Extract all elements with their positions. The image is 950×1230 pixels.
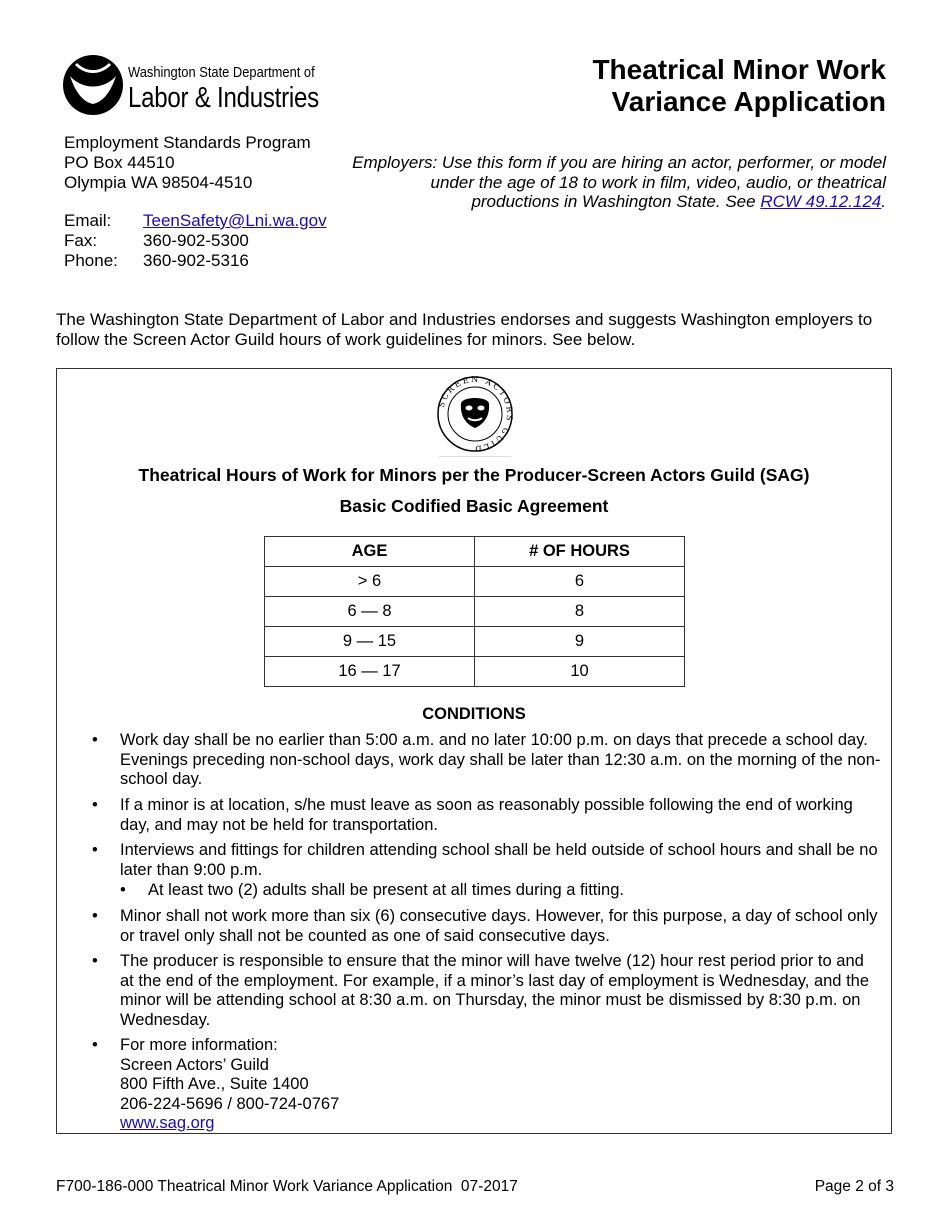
lni-logo — [62, 54, 342, 118]
title-line2: Variance Application — [611, 86, 886, 117]
email-row — [64, 211, 327, 231]
document-title — [592, 54, 886, 118]
sag-address: 800 Fifth Ave., Suite 1400 — [120, 1075, 309, 1093]
org-name-line2: Labor & Industries — [128, 82, 319, 114]
age-cell: > 6 — [265, 567, 475, 597]
phone-label: Phone: — [64, 251, 118, 270]
fax-row — [64, 231, 327, 251]
condition-text: Interviews and fittings for children attending school shall be held outside of school hours and shall be no later than 9:00 p.m. — [120, 841, 878, 879]
employer-note-end: . — [881, 192, 886, 211]
bullet-icon: • — [92, 841, 98, 859]
email-label: Email: — [64, 211, 112, 230]
hours-table — [264, 536, 685, 687]
age-cell: 6 — 8 — [265, 597, 475, 627]
bullet-icon: • — [120, 881, 126, 899]
sag-phones: 206-224-5696 / 800-724-0767 — [120, 1094, 340, 1113]
email-link[interactable]: TeenSafety@Lni.wa.gov — [143, 211, 327, 230]
sag-heading: Theatrical Hours of Work for Minors per the Producer-Screen Actors Guild (SAG) — [138, 465, 810, 485]
mailing-address — [64, 133, 311, 193]
bullet-icon: • — [92, 1036, 98, 1054]
condition-text: Work day shall be no earlier than 5:00 a.m. and no later 10:00 p.m. on days that precede a school day. Evenings preceding non-school days, work day shall be later than 12:30 a.m. on the morning of the non-school day. — [120, 731, 881, 788]
fax-number: 360-902-5300 — [143, 231, 249, 250]
age-cell: 9 — 15 — [265, 627, 475, 657]
sag-org-name: Screen Actors’ Guild — [120, 1055, 269, 1074]
condition-text: Minor shall not work more than six (6) consecutive days. However, for this purpose, a day of school only or travel only shall not be counted as one of said consecutive days. — [120, 907, 878, 945]
lni-logo-icon — [62, 54, 124, 116]
condition-text: If a minor is at location, s/he must leave as soon as reasonably possible following the end of working day, and may not be held for transportation. — [120, 796, 853, 834]
sag-seal-text: SCREEN ACTORS GUILD — [436, 374, 515, 454]
fax-label: Fax: — [64, 231, 98, 250]
bullet-icon: • — [92, 731, 98, 749]
hours-cell: 9 — [475, 627, 685, 657]
sag-seal — [434, 374, 516, 454]
employer-instructions — [346, 153, 886, 212]
more-info-label: For more information: — [120, 1036, 278, 1054]
hours-cell: 6 — [475, 567, 685, 597]
bullet-icon: • — [92, 952, 98, 970]
table-row — [265, 597, 685, 627]
condition-text: The producer is responsible to ensure that the minor will have twelve (12) hour rest period prior to and at the end of the employment. For example, if a minor’s last day of employment is Wednesday, and the minor will be attending school at 8:30 a.m. on Thursday, the minor must be dismissed by 8:30 p.m. on Wednesday. — [120, 952, 870, 1029]
conditions-title: CONDITIONS — [422, 705, 526, 723]
employer-note-text: Employers: Use this form if you are hiring an actor, performer, or model under the age of 18 to work in film, video, audio, or theatrical productions in Washington State. See — [352, 153, 886, 211]
rcw-link[interactable]: RCW 49.12.124 — [760, 192, 882, 211]
sag-seal-icon — [434, 374, 516, 454]
phone-row — [64, 251, 327, 271]
bullet-icon: • — [92, 907, 98, 925]
hours-cell: 10 — [475, 657, 685, 687]
program-name: Employment Standards Program — [64, 133, 311, 152]
org-name-line1: Washington State Department of — [128, 64, 315, 81]
table-row — [265, 657, 685, 687]
form-id: F700-186-000 Theatrical Minor Work Variance Application 07-2017 — [56, 1178, 518, 1195]
age-cell: 16 — 17 — [265, 657, 475, 687]
phone-number: 360-902-5316 — [143, 251, 249, 270]
intro-paragraph: The Washington State Department of Labor and Industries endorses and suggests Washington employers to follow the Screen Actor Guild hours of work guidelines for minors. See below. — [56, 310, 873, 349]
hours-cell: 8 — [475, 597, 685, 627]
condition-text: At least two (2) adults shall be present at all times during a fitting. — [148, 881, 624, 899]
po-box: PO Box 44510 — [64, 153, 175, 172]
column-header-age: AGE — [265, 537, 475, 567]
title-line1: Theatrical Minor Work — [592, 54, 886, 85]
table-row — [265, 567, 685, 597]
table-row — [265, 627, 685, 657]
sag-website-link[interactable]: www.sag.org — [120, 1114, 215, 1132]
page-number: Page 2 of 3 — [814, 1178, 894, 1195]
city-line: Olympia WA 98504-4510 — [64, 173, 253, 192]
column-header-hours: # OF HOURS — [475, 537, 685, 567]
contact-info — [64, 211, 327, 271]
table-header-row — [265, 537, 685, 567]
bullet-icon: • — [92, 796, 98, 814]
more-info — [120, 1036, 882, 1134]
sag-subheading: Basic Codified Basic Agreement — [339, 496, 609, 516]
